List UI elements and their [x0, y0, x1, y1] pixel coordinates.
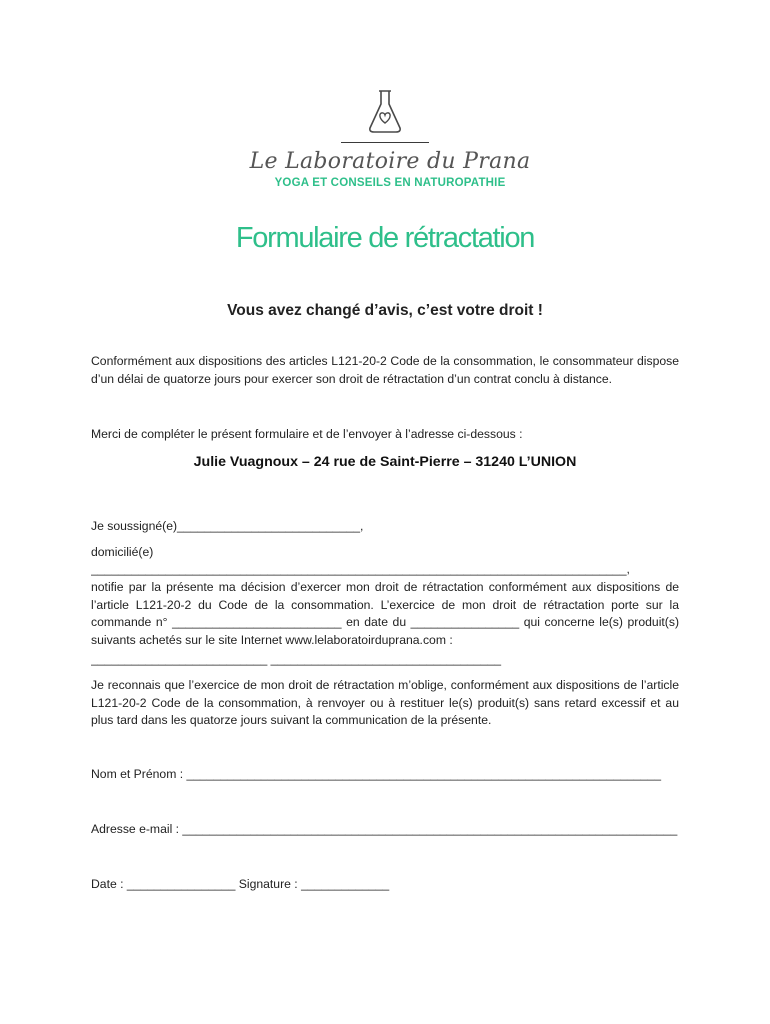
email-field: Adresse e-mail : _________________________________________________________________________ — [91, 822, 678, 836]
page-subtitle: Vous avez changé d’avis, c’est votre droit ! — [227, 302, 543, 319]
date-signature-field: Date : ________________ Signature : _____________ — [91, 877, 390, 891]
domicilie-line: _______________________________________________________________________________, — [91, 562, 630, 576]
return-address: Julie Vuagnoux – 24 rue de Saint-Pierre – 31240 L’UNION — [193, 454, 577, 470]
instruction-text: Merci de compléter le présent formulaire et de l’envoyer à l’adresse ci-dessous : — [91, 427, 523, 441]
domicilie-label: domicilié(e) — [91, 545, 154, 559]
soussigne-field: Je soussigné(e)___________________________, — [91, 519, 364, 533]
flask-heart-icon — [0, 88, 770, 134]
logo-name: Le Laboratoire du Prana — [249, 149, 531, 174]
logo-tagline: YOGA ET CONSEILS EN NATUROPATHIE — [274, 177, 506, 189]
logo-divider — [341, 142, 429, 143]
intro-paragraph: Conformément aux dispositions des articles L121-20-2 Code de la consommation, le consommateur dispose d’un délai de quatorze jours pour exercer son droit de rétractation d’un contrat conclu à distance. — [91, 354, 679, 386]
products-line: __________________________ __________________________________ — [91, 652, 502, 666]
logo — [0, 88, 770, 189]
acknowledgement-paragraph: Je reconnais que l’exercice de mon droit de rétractation m’oblige, conformément aux dispositions de l’article L121-20-2 Code de la consommation, à renvoyer ou à restituer le(s) produit(s) sans retard excessif et au plus tard dans les quatorze jours suivant la communication de la présente. — [91, 678, 679, 727]
name-field: Nom et Prénom : ______________________________________________________________________ — [91, 767, 661, 781]
notification-paragraph: notifie par la présente ma décision d’exercer mon droit de rétractation conformément aux dispositions de l’article L121-20-2 du Code de la consommation. L’exercice de mon droit de rétractation porte sur la commande n° _________________________ en date du ________________ qui concerne le(s) produit(s) suivants achetés sur le site Internet www.lelaboratoirduprana.com : — [91, 580, 679, 647]
page-title: Formulaire de rétractation — [235, 222, 535, 254]
